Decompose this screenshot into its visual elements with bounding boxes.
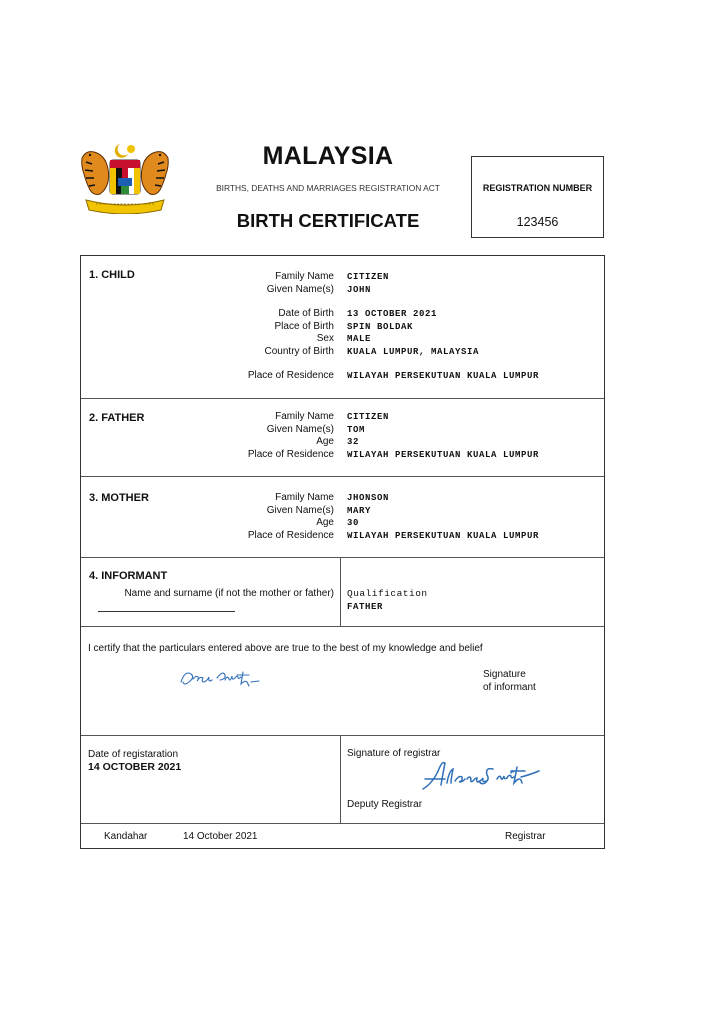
divider — [81, 626, 604, 627]
child-family-name-label: Family Name — [275, 271, 334, 282]
father-residence-value: WILAYAH PERSEKUTUAN KUALA LUMPUR — [347, 449, 540, 460]
registration-number-value: 123456 — [516, 215, 559, 229]
divider — [81, 476, 604, 477]
footer-role: Registrar — [505, 831, 546, 842]
father-given-names-label: Given Name(s) — [266, 423, 334, 435]
father-age-value: 32 — [347, 437, 360, 447]
signature-line-2: of informant — [483, 682, 536, 693]
certificate-table — [80, 255, 605, 849]
registration-number-box — [471, 156, 604, 238]
mother-residence-value: WILAYAH PERSEKUTUAN KUALA LUMPUR — [347, 530, 540, 541]
divider — [340, 735, 341, 823]
coat-of-arms-icon — [76, 140, 174, 214]
child-country-of-birth-label: Country of Birth — [264, 345, 334, 357]
informant-qualification-value: FATHER — [347, 602, 384, 612]
act-subtitle: BIRTHS, DEATHS AND MARRIAGES REGISTRATION ACT — [216, 183, 440, 193]
mother-residence-label: Place of Residence — [247, 529, 334, 541]
father-residence-label: Place of Residence — [247, 448, 334, 460]
father-values — [347, 411, 539, 461]
informant-name-label: Name and surname (if not the mother or father) — [124, 588, 334, 599]
child-country-of-birth-value: KUALA LUMPUR, MALAYSIA — [347, 346, 480, 357]
certification-statement: I certify that the particulars entered above are true to the best of my knowledge and belief — [88, 643, 483, 654]
informant-qualification-label: Qualification — [347, 588, 428, 599]
footer-place: Kandahar — [104, 831, 148, 842]
document-title: BIRTH CERTIFICATE — [236, 210, 420, 231]
child-sex-value: MALE — [347, 334, 372, 344]
divider — [81, 823, 604, 824]
mother-family-name-label: Family Name — [275, 492, 334, 503]
mother-age-value: 30 — [347, 518, 360, 528]
mother-labels — [181, 492, 334, 542]
father-age-label: Age — [316, 436, 334, 447]
mother-family-name-value: JHONSON — [347, 493, 390, 503]
section-informant-heading: 4. INFORMANT — [89, 570, 168, 582]
child-given-names-value: JOHN — [347, 284, 372, 295]
section-child-heading: 1. CHILD — [89, 269, 135, 281]
child-date-of-birth-value: 13 OCTOBER 2021 — [347, 309, 438, 319]
child-sex-label: Sex — [316, 333, 334, 344]
father-labels — [181, 411, 334, 461]
child-date-of-birth-label: Date of Birth — [278, 308, 334, 319]
father-family-name-label: Family Name — [275, 411, 334, 422]
registration-date-label: Date of registaration — [88, 749, 179, 760]
mother-given-names-label: Given Name(s) — [266, 504, 334, 516]
child-place-of-birth-value: SPIN BOLDAK — [347, 321, 414, 332]
child-place-of-birth-label: Place of Birth — [274, 320, 334, 332]
deputy-registrar-label: Deputy Registrar — [347, 799, 423, 810]
registration-number-label: REGISTRATION NUMBER — [482, 183, 593, 193]
footer-date: 14 October 2021 — [183, 831, 258, 842]
country-title: MALAYSIA — [262, 142, 394, 170]
registration-date-value: 14 OCTOBER 2021 — [88, 761, 182, 773]
mother-age-label: Age — [316, 517, 334, 528]
signature-line-1: Signature — [483, 669, 526, 680]
father-given-names-value: TOM — [347, 424, 366, 435]
divider — [81, 398, 604, 399]
child-given-names-label: Given Name(s) — [266, 283, 334, 295]
divider — [81, 735, 604, 736]
informant-signature — [177, 666, 263, 690]
section-father-heading: 2. FATHER — [89, 412, 145, 424]
registrar-signature-label: Signature of registrar — [347, 748, 441, 759]
divider — [340, 557, 341, 626]
child-family-name-value: CITIZEN — [347, 272, 390, 282]
informant-name-line — [98, 611, 235, 612]
registrar-signature — [417, 759, 543, 795]
father-family-name-value: CITIZEN — [347, 412, 390, 422]
divider — [81, 557, 604, 558]
section-mother-heading: 3. MOTHER — [89, 492, 149, 504]
child-residence-label: Place of Residence — [247, 370, 334, 381]
child-values — [347, 271, 539, 383]
mother-given-names-value: MARY — [347, 505, 372, 516]
informant-signature-label — [483, 668, 536, 694]
mother-values — [347, 492, 539, 542]
child-residence-value: WILAYAH PERSEKUTUAN KUALA LUMPUR — [347, 371, 540, 381]
child-labels — [181, 271, 334, 383]
